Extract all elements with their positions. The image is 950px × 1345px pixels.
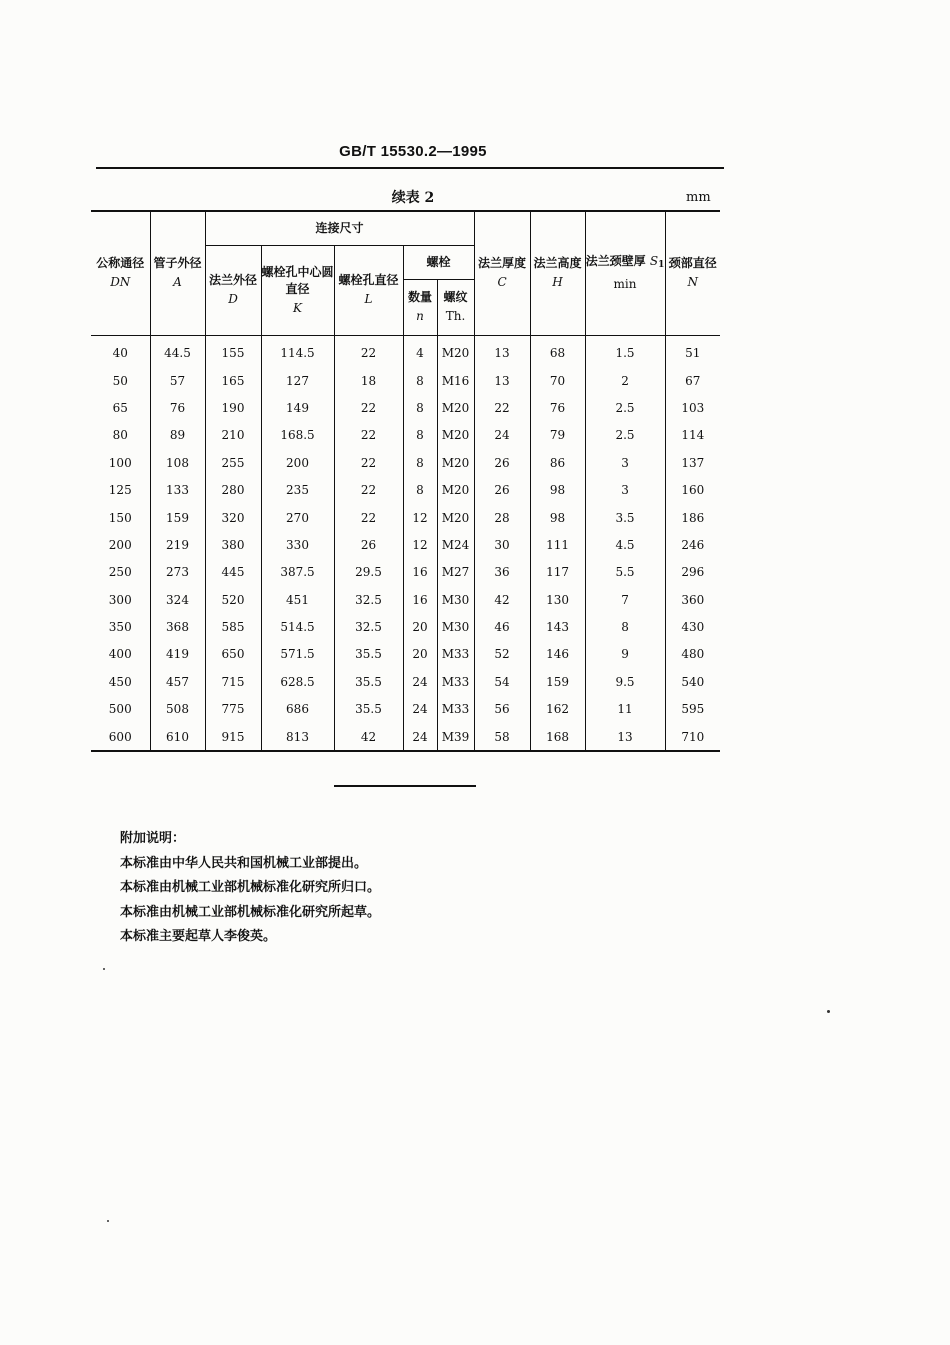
table-cell: 514.5: [261, 613, 334, 640]
col-header-c: 法兰厚度 C: [474, 211, 530, 335]
table-cell: 103: [665, 394, 720, 421]
table-row: [91, 723, 720, 751]
table-cell: 46: [474, 613, 530, 640]
table-row: [91, 504, 720, 531]
table-cell: 540: [665, 668, 720, 695]
table-cell: 13: [585, 723, 665, 751]
col-header-h: 法兰高度 H: [530, 211, 585, 335]
table-cell: 419: [150, 641, 205, 668]
table-cell: 54: [474, 668, 530, 695]
table-cell: 26: [334, 531, 403, 558]
table-cell: 57: [150, 367, 205, 394]
table-cell: 686: [261, 696, 334, 723]
table-cell: 24: [403, 696, 437, 723]
table-cell: 12: [403, 531, 437, 558]
table-cell: 165: [205, 367, 261, 394]
table-cell: 595: [665, 696, 720, 723]
table-row: [91, 613, 720, 640]
table-row: [91, 476, 720, 503]
table-cell: M24: [437, 531, 474, 558]
table-cell: 67: [665, 367, 720, 394]
table-cell: 255: [205, 449, 261, 476]
table-cell: 40: [112, 346, 128, 361]
table-cell: 111: [530, 531, 585, 558]
notes-line: 本标准主要起草人李俊英。: [120, 929, 277, 944]
table-cell: 360: [665, 586, 720, 613]
table-cell: M20: [437, 335, 474, 367]
table-cell: 26: [474, 476, 530, 503]
table-cell: 457: [150, 668, 205, 695]
table-cell: 52: [474, 641, 530, 668]
table-cell: 35.5: [334, 641, 403, 668]
table-cell: 4.5: [585, 531, 665, 558]
table-cell: M27: [437, 559, 474, 586]
table-cell: 273: [150, 559, 205, 586]
table-cell: 8: [585, 613, 665, 640]
table-cell: 22: [334, 394, 403, 421]
table-cell: 330: [261, 531, 334, 558]
table-cell: 650: [205, 641, 261, 668]
col-header-d: 法兰外径 D: [205, 245, 261, 335]
notes-line: 本标准由机械工业部机械标准化研究所归口。: [120, 880, 381, 895]
table-cell: 200: [261, 449, 334, 476]
table-cell: 520: [205, 586, 261, 613]
table-cell: 13: [474, 335, 530, 367]
col-header-bolt: 螺栓: [403, 245, 474, 279]
table-cell: 42: [474, 586, 530, 613]
table-cell: 813: [261, 723, 334, 751]
table-cell: 133: [150, 476, 205, 503]
table-cell: 32.5: [334, 586, 403, 613]
table-cell: 137: [665, 449, 720, 476]
table-row: [91, 531, 720, 558]
table-cell: 571.5: [261, 641, 334, 668]
table-cell: 1.5: [585, 335, 665, 367]
table-cell: 915: [205, 723, 261, 751]
table-cell: 610: [150, 723, 205, 751]
col-header-a: 管子外径 A: [150, 211, 205, 335]
table-cell: 368: [150, 613, 205, 640]
table-cell: 451: [261, 586, 334, 613]
table-cell: 710: [665, 723, 720, 751]
col-header-k: 螺栓孔中心圆 直径 K: [261, 245, 334, 335]
table-cell: 235: [261, 476, 334, 503]
table-cell: 36: [474, 559, 530, 586]
table-cell: 296: [665, 559, 720, 586]
table-cell: 600: [108, 729, 132, 744]
table-row: [91, 696, 720, 723]
table-cell: 98: [530, 504, 585, 531]
scan-speck: [107, 1220, 109, 1222]
table-cell: 35.5: [334, 696, 403, 723]
table-cell: 210: [205, 422, 261, 449]
table-cell: 162: [530, 696, 585, 723]
table-cell: 155: [205, 335, 261, 367]
col-header-l: 螺栓孔直径 L: [334, 245, 403, 335]
table-cell: 76: [530, 394, 585, 421]
table-cell: 20: [403, 613, 437, 640]
notes-line: 本标准由中华人民共和国机械工业部提出。: [120, 855, 368, 871]
table-cell: M20: [437, 476, 474, 503]
table-cell: M20: [437, 394, 474, 421]
table-cell: 585: [205, 613, 261, 640]
table-cell: 149: [261, 394, 334, 421]
col-header-connection: 连接尺寸: [205, 211, 474, 245]
table-cell: M33: [437, 696, 474, 723]
table-row: [91, 641, 720, 668]
table-cell: 20: [403, 641, 437, 668]
table-cell: 159: [530, 668, 585, 695]
table-cell: 715: [205, 668, 261, 695]
table-cell: 24: [403, 668, 437, 695]
table-row: [91, 449, 720, 476]
header-rule: [96, 167, 724, 169]
table-cell: 8: [403, 422, 437, 449]
table-cell: 2.5: [585, 422, 665, 449]
table-cell: M33: [437, 668, 474, 695]
table-cell: M20: [437, 504, 474, 531]
flange-dimensions-table: [91, 210, 720, 752]
table-cell: 127: [261, 367, 334, 394]
table-cell: 42: [334, 723, 403, 751]
table-unit: mm: [686, 190, 711, 205]
table-cell: 28: [474, 504, 530, 531]
scan-speck: [827, 1010, 830, 1013]
table-cell: 300: [108, 592, 132, 607]
table-cell: 80: [112, 428, 128, 443]
table-cell: 79: [530, 422, 585, 449]
table-cell: 86: [530, 449, 585, 476]
table-cell: 16: [403, 559, 437, 586]
table-cell: 350: [108, 620, 132, 635]
table-cell: 125: [108, 483, 132, 498]
table-cell: 430: [665, 613, 720, 640]
table-cell: 24: [474, 422, 530, 449]
table-row: [91, 422, 720, 449]
table-cell: 8: [403, 367, 437, 394]
table-cell: 7: [585, 586, 665, 613]
table-row: [91, 394, 720, 421]
table-body: [91, 335, 720, 751]
col-header-th: 螺纹 Th.: [437, 279, 474, 335]
table-cell: 114: [665, 422, 720, 449]
table-row: [91, 559, 720, 586]
table-cell: 380: [205, 531, 261, 558]
table-cell: 8: [403, 476, 437, 503]
table-cell: 3: [585, 476, 665, 503]
table-cell: 168.5: [261, 422, 334, 449]
table-cell: 35.5: [334, 668, 403, 695]
table-cell: M33: [437, 641, 474, 668]
table-cell: 5.5: [585, 559, 665, 586]
col-header-s1: 法兰颈壁厚 $S_1$ min: [585, 211, 665, 335]
table-cell: 50: [112, 373, 128, 388]
table-cell: 246: [665, 531, 720, 558]
table-cell: 775: [205, 696, 261, 723]
table-cell: 219: [150, 531, 205, 558]
table-cell: 51: [665, 335, 720, 367]
table-cell: 70: [530, 367, 585, 394]
table-cell: 98: [530, 476, 585, 503]
table-row: [91, 668, 720, 695]
table-cell: 13: [474, 367, 530, 394]
table-cell: 500: [108, 702, 132, 717]
table-cell: 22: [334, 335, 403, 367]
table-cell: 44.5: [150, 335, 205, 367]
table-cell: 445: [205, 559, 261, 586]
table-cell: 320: [205, 504, 261, 531]
table-cell: 280: [205, 476, 261, 503]
table-cell: M20: [437, 422, 474, 449]
table-cell: 108: [150, 449, 205, 476]
table-title: 续表 2: [391, 190, 435, 206]
notes-line: 本标准由机械工业部机械标准化研究所起草。: [120, 904, 381, 920]
table-row: [91, 586, 720, 613]
table-cell: 22: [474, 394, 530, 421]
table-cell: 22: [334, 449, 403, 476]
table-cell: 508: [150, 696, 205, 723]
table-cell: 8: [403, 394, 437, 421]
table-cell: M30: [437, 586, 474, 613]
table-cell: 387.5: [261, 559, 334, 586]
col-header-neck-diameter: 颈部直径 N: [665, 211, 720, 335]
additional-notes: [120, 827, 380, 950]
table-cell: 22: [334, 422, 403, 449]
table-cell: 146: [530, 641, 585, 668]
col-header-n: 数量 n: [403, 279, 437, 335]
table-cell: 9.5: [585, 668, 665, 695]
table-cell: 628.5: [261, 668, 334, 695]
table-cell: M16: [437, 367, 474, 394]
table-cell: 2.5: [585, 394, 665, 421]
table-cell: 150: [108, 510, 132, 525]
table-cell: 30: [474, 531, 530, 558]
table-cell: 250: [108, 565, 132, 580]
table-cell: 3.5: [585, 504, 665, 531]
table-cell: 114.5: [261, 335, 334, 367]
table-cell: 89: [150, 422, 205, 449]
table-cell: 11: [585, 696, 665, 723]
table-cell: 22: [334, 476, 403, 503]
table-cell: 400: [108, 647, 132, 662]
end-rule: [334, 785, 476, 787]
col-header-dn: 公称通径 DN: [91, 211, 150, 335]
table-cell: 24: [403, 723, 437, 751]
standard-code: GB/T 15530.2—1995: [339, 143, 487, 160]
table-cell: 26: [474, 449, 530, 476]
table-cell: 29.5: [334, 559, 403, 586]
table-cell: 143: [530, 613, 585, 640]
table-cell: 4: [403, 335, 437, 367]
table-cell: 22: [334, 504, 403, 531]
table-cell: 270: [261, 504, 334, 531]
table-cell: 58: [474, 723, 530, 751]
table-cell: 200: [108, 537, 132, 552]
table-cell: 3: [585, 449, 665, 476]
table-cell: 186: [665, 504, 720, 531]
table-cell: 160: [665, 476, 720, 503]
table-cell: M20: [437, 449, 474, 476]
notes-heading: 附加说明：: [120, 831, 186, 846]
table-cell: 18: [334, 367, 403, 394]
table-cell: 168: [530, 723, 585, 751]
table-cell: 76: [150, 394, 205, 421]
table-cell: M30: [437, 613, 474, 640]
table-cell: 56: [474, 696, 530, 723]
table-cell: 9: [585, 641, 665, 668]
scan-speck: [103, 968, 105, 970]
table-cell: 65: [112, 400, 128, 415]
table-row: [91, 367, 720, 394]
table-cell: 68: [530, 335, 585, 367]
table-cell: 480: [665, 641, 720, 668]
table-cell: 159: [150, 504, 205, 531]
table-cell: 12: [403, 504, 437, 531]
table-cell: 100: [108, 455, 132, 470]
table-cell: 8: [403, 449, 437, 476]
table-cell: 324: [150, 586, 205, 613]
table-cell: M39: [437, 723, 474, 751]
table-cell: 16: [403, 586, 437, 613]
table-row: [91, 335, 720, 367]
table-cell: 450: [108, 674, 132, 689]
table-cell: 2: [585, 367, 665, 394]
table-cell: 117: [530, 559, 585, 586]
table-cell: 190: [205, 394, 261, 421]
table-cell: 32.5: [334, 613, 403, 640]
table-cell: 130: [530, 586, 585, 613]
